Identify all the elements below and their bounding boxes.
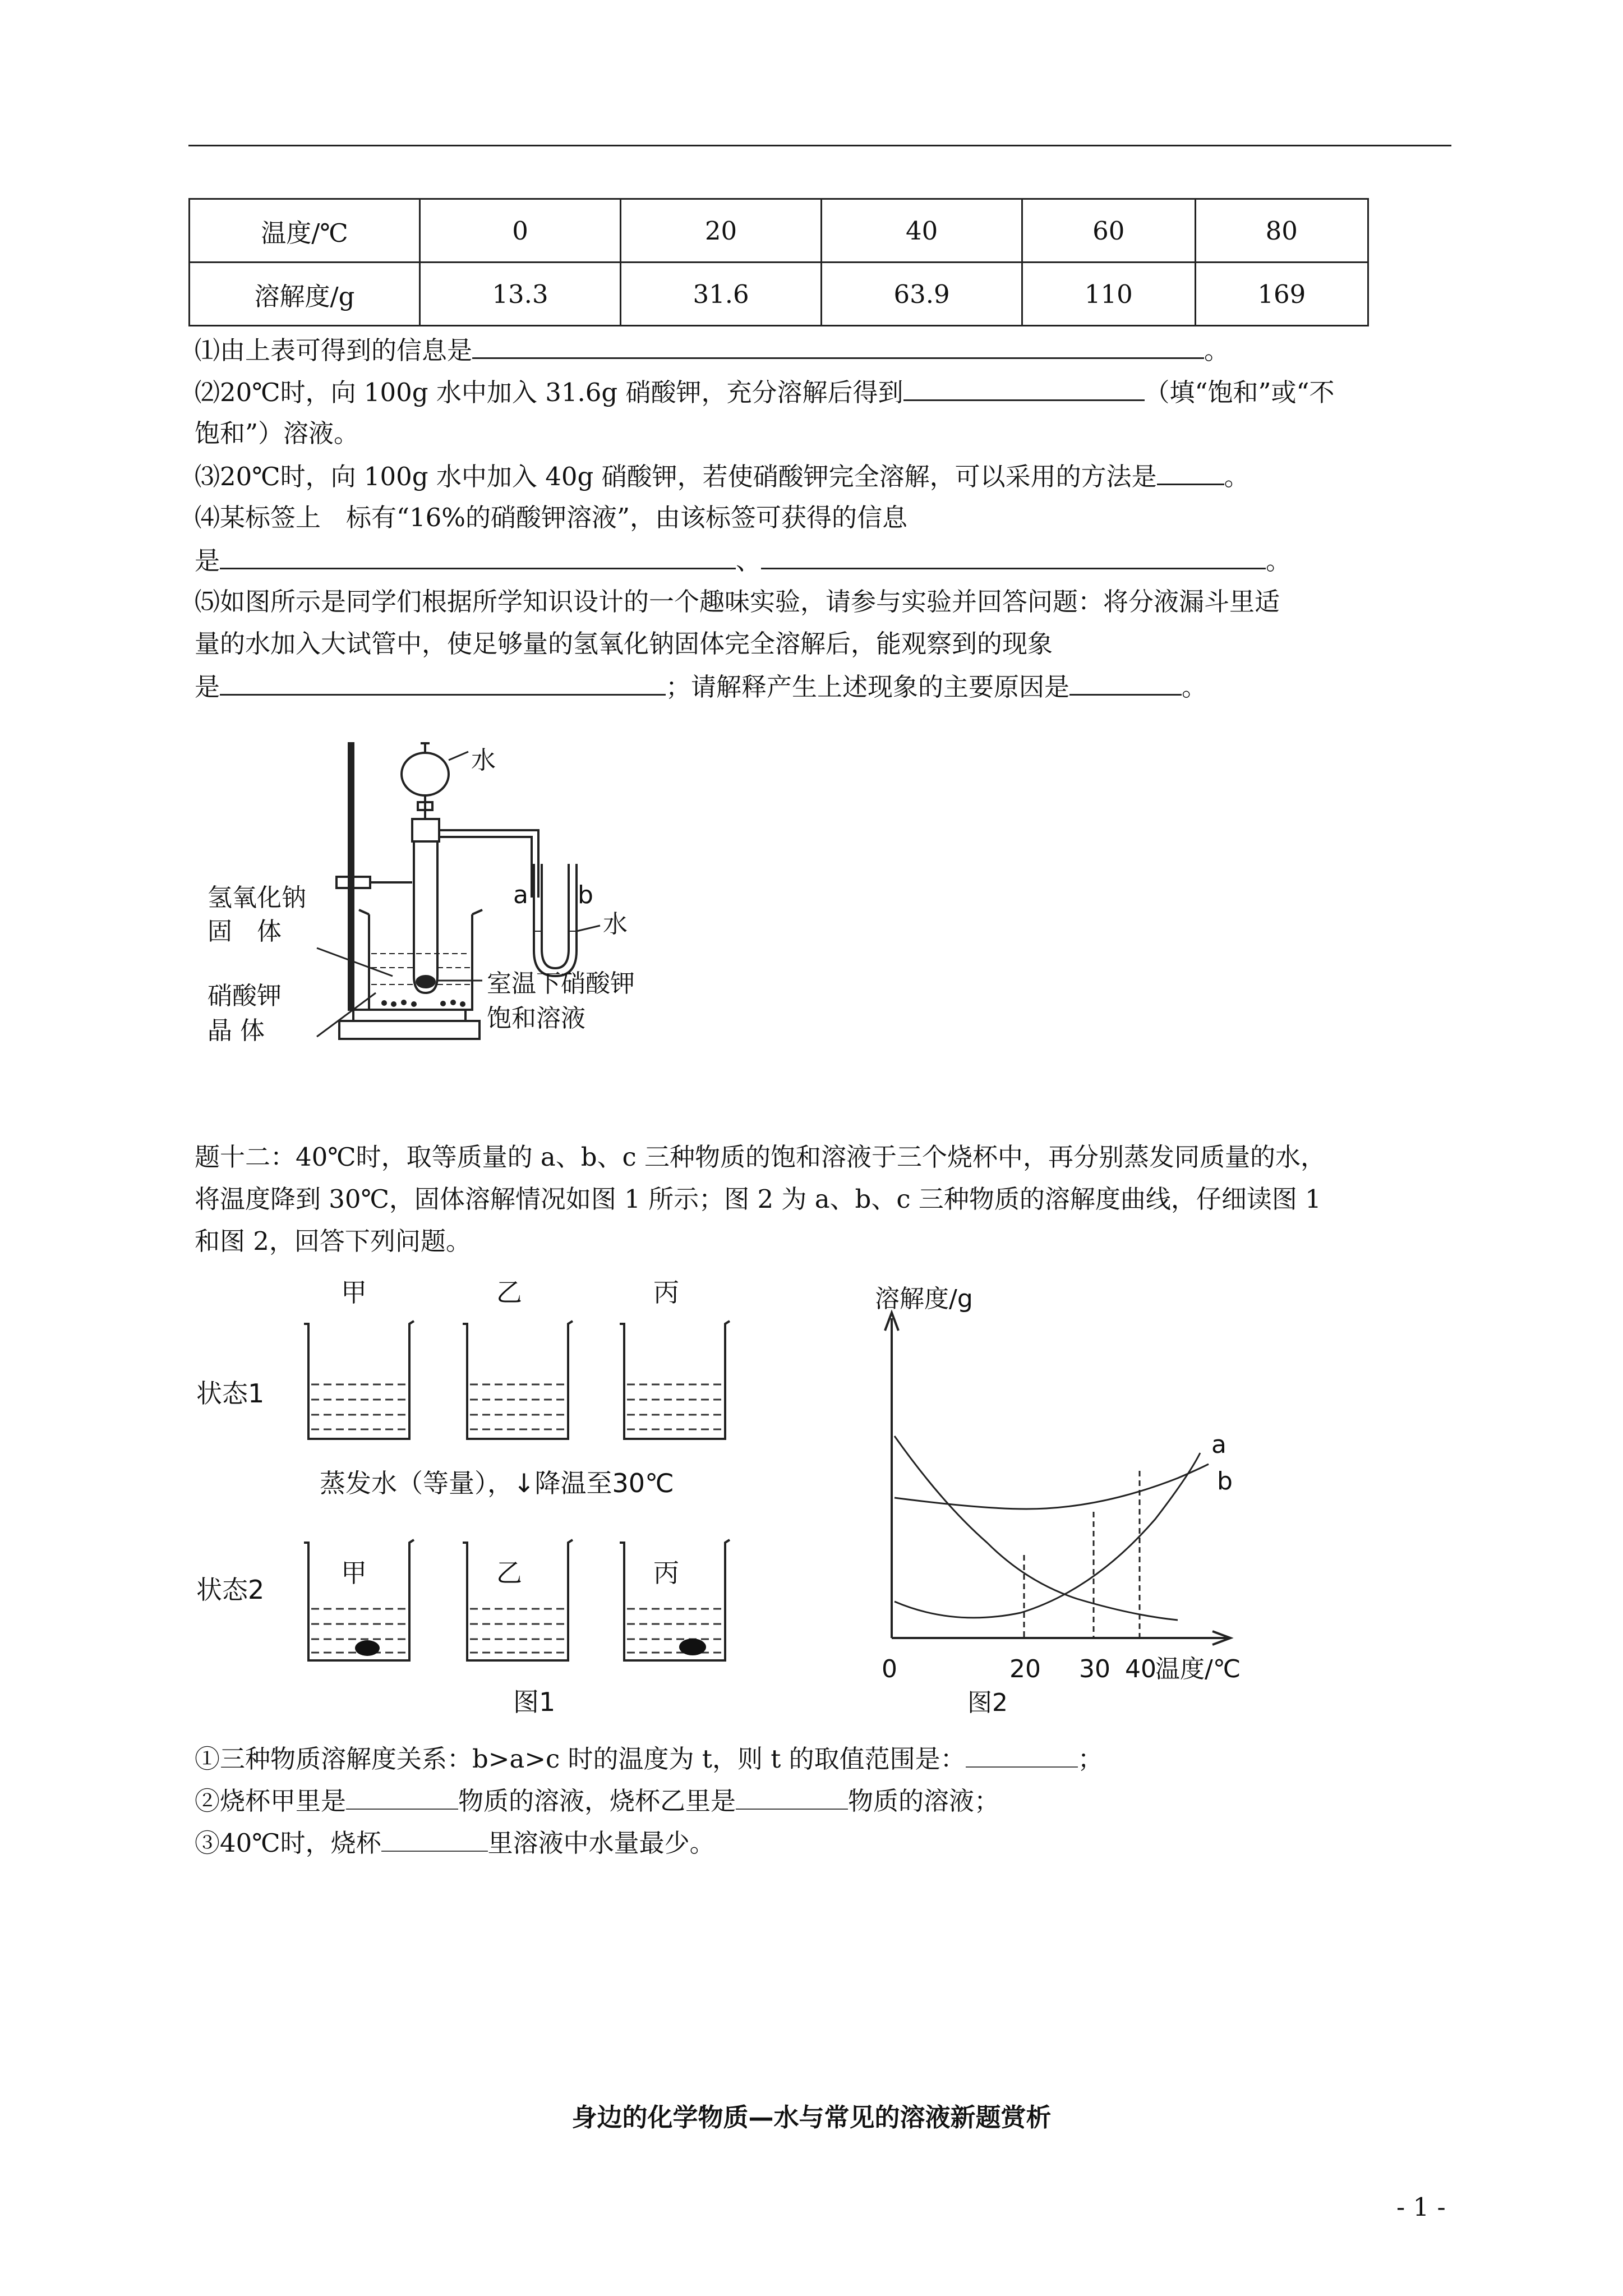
figure-2-solubility-chart	[841, 1268, 1290, 1728]
table-cell: 40	[822, 199, 1022, 263]
state-2-label: 状态2	[196, 1575, 265, 1605]
table-row	[190, 199, 1368, 263]
curve-a	[895, 1453, 1200, 1618]
question-5-line2: 量的水加入大试管中，使足够量的氢氧化钠固体完全溶解后，能观察到的现象	[195, 629, 1053, 659]
beaker-label-yi: 乙	[496, 1277, 522, 1308]
beaker-label-jia: 甲	[341, 1277, 367, 1308]
table-cell: 20	[621, 199, 822, 263]
header-rule	[188, 145, 1451, 146]
x-tick-20: 20	[1009, 1655, 1041, 1683]
u-tube	[534, 864, 577, 976]
label-naoh: 氢氧化钠	[208, 884, 306, 912]
x-tick-40: 40	[1125, 1655, 1156, 1683]
solid-bing	[679, 1639, 706, 1655]
label-kno3-crystal-2: 晶 体	[208, 1016, 265, 1045]
solid-jia	[355, 1640, 380, 1656]
table-cell: 80	[1195, 199, 1368, 263]
question-4-line2: 是 、 。	[195, 543, 1291, 578]
naoh-solid	[416, 975, 436, 988]
table-cell: 13.3	[420, 263, 621, 326]
answer-line-2: ②烧杯甲里是 物质的溶液，烧杯乙里是 物质的溶液；	[195, 1784, 999, 1818]
curve-label-b: b	[1217, 1467, 1233, 1496]
answer-blank[interactable]	[220, 669, 666, 696]
beaker-label-bing: 丙	[653, 1277, 679, 1308]
x-tick-0: 0	[882, 1655, 897, 1683]
answer-blank[interactable]	[761, 543, 1266, 569]
table-cell: 169	[1195, 263, 1368, 326]
label-kno3-crystal: 硝酸钾	[208, 982, 282, 1010]
answer-blank[interactable]	[346, 1784, 458, 1810]
figure-2-caption: 图2	[967, 1688, 1008, 1717]
page-number: - 1 -	[1396, 2192, 1446, 2222]
answer-blank[interactable]	[1069, 669, 1182, 696]
question-1: ⑴由上表可得到的信息是 。	[195, 333, 1229, 367]
table-row	[190, 263, 1368, 326]
x-axis-label: 温度/℃	[1155, 1655, 1241, 1683]
kno3-crystals	[381, 1000, 465, 1007]
answer-blank[interactable]	[736, 1784, 848, 1810]
answer-line-3: ③40℃时，烧杯 里溶液中水量最少。	[195, 1826, 715, 1860]
beaker	[369, 914, 472, 1010]
beaker-state1-jia	[304, 1321, 414, 1439]
y-axis-label: 溶解度/g	[875, 1285, 973, 1313]
answer-blank[interactable]	[1157, 459, 1224, 485]
separatory-funnel	[402, 753, 449, 795]
label-water-u: 水	[603, 910, 628, 938]
table-cell: 60	[1022, 199, 1195, 263]
curve-c	[895, 1436, 1178, 1620]
answer-line-1: ①三种物质溶解度关系：b>a>c 时的温度为 t，则 t 的取值范围是： ；	[195, 1742, 1103, 1776]
label-tube-b: b	[578, 881, 593, 909]
table-header-cell: 溶解度/g	[190, 263, 420, 326]
beaker-label-bing-2: 丙	[653, 1558, 679, 1588]
question-2-line2: 饱和”）溶液。	[195, 418, 359, 448]
question-2-line1: ⑵20℃时，向 100g 水中加入 31.6g 硝酸钾，充分溶解后得到 （填“饱和”或“不	[195, 375, 1335, 409]
answer-blank[interactable]	[472, 333, 1204, 359]
question-12-line2: 将温度降到 30℃，固体溶解情况如图 1 所示；图 2 为 a、b、c 三种物质的溶解度曲线，仔细读图 1	[195, 1184, 1321, 1214]
question-5-line3: 是 ；请解释产生上述现象的主要原因是 。	[195, 669, 1207, 704]
question-5-line1: ⑸如图所示是同学们根据所学知识设计的一个趣味实验，请参与实验并回答问题：将分液漏斗里适	[195, 587, 1280, 616]
table-header-cell: 温度/℃	[190, 199, 420, 263]
table-cell: 63.9	[822, 263, 1022, 326]
process-label: 蒸发水（等量），↓降温至30℃	[320, 1468, 674, 1498]
label-saturated: 室温下硝酸钾	[487, 969, 635, 998]
figure-1	[191, 1268, 774, 1728]
label-tube-a: a	[513, 881, 528, 909]
label-water-top: 水	[471, 746, 496, 775]
solubility-table	[188, 198, 1369, 326]
table-cell: 110	[1022, 263, 1195, 326]
curve-b	[895, 1464, 1209, 1509]
state-1-label: 状态1	[196, 1378, 265, 1409]
x-tick-30: 30	[1079, 1655, 1110, 1683]
stand-base	[339, 1021, 479, 1039]
answer-blank[interactable]	[903, 375, 1145, 401]
answer-blank[interactable]	[966, 1742, 1078, 1768]
question-3: ⑶20℃时，向 100g 水中加入 40g 硝酸钾，若使硝酸钾完全溶解，可以采用的方法是 。	[195, 459, 1249, 494]
beaker-state1-yi	[463, 1321, 573, 1439]
question-12-line1: 题十二：40℃时，取等质量的 a、b、c 三种物质的饱和溶液于三个烧杯中，再分别蒸发同质量的水，	[195, 1142, 1326, 1172]
question-4-line1: ⑷某标签上 标有“16%的硝酸钾溶液”，由该标签可获得的信息	[195, 503, 908, 532]
table-cell: 31.6	[621, 263, 822, 326]
curve-label-a: a	[1211, 1430, 1227, 1459]
answer-blank[interactable]	[220, 543, 736, 569]
beaker-label-jia-2: 甲	[341, 1558, 367, 1588]
table-cell: 0	[420, 199, 621, 263]
beaker-state1-bing	[620, 1321, 730, 1439]
label-saturated-2: 饱和溶液	[487, 1004, 585, 1033]
figure-1-caption: 图1	[513, 1687, 556, 1717]
answer-blank[interactable]	[381, 1826, 488, 1852]
question-12-line3: 和图 2，回答下列问题。	[195, 1226, 471, 1256]
apparatus-diagram	[191, 729, 780, 1066]
section-title: 身边的化学物质—水与常见的溶液新题赏析	[571, 2102, 1052, 2132]
beaker-label-yi-2: 乙	[496, 1558, 522, 1588]
stopper	[412, 819, 439, 841]
label-naoh-solid: 固 体	[208, 917, 282, 946]
big-test-tube	[414, 841, 437, 993]
